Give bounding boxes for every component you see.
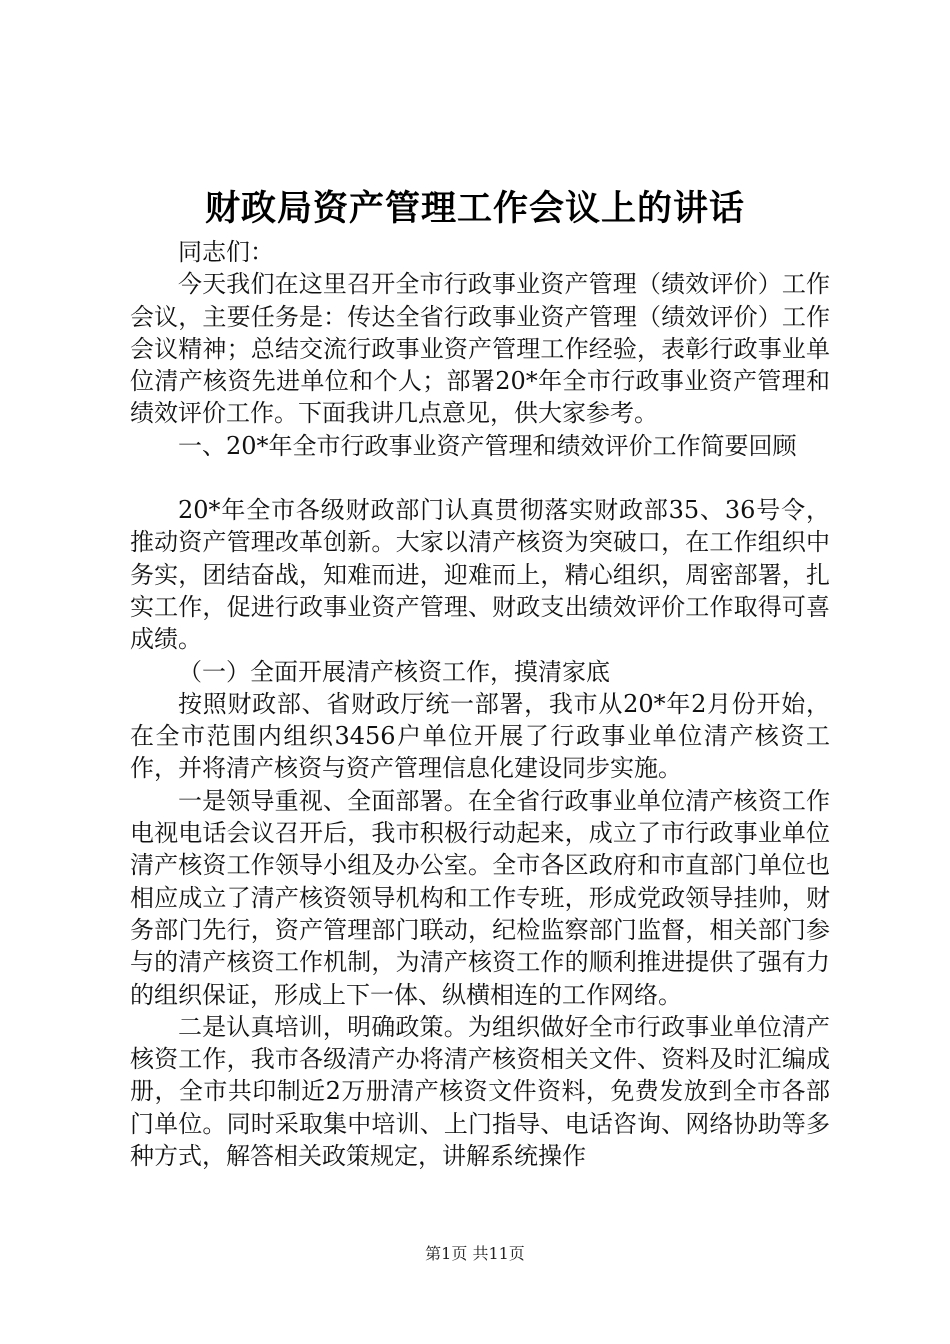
document-title: 财政局资产管理工作会议上的讲话 [204,188,745,229]
deployment-paragraph: 按照财政部、省财政厅统一部署，我市从20*年2月份开始，在全市范围内组织3456户单位开展了行政事业单位清产核资工作，并将清产核资与资产管理信息化建设同步实施。 [130,689,830,783]
training-paragraph: 二是认真培训，明确政策。为组织做好全市行政事业单位清产核资工作，我市各级清产办将清产核资相关文件、资料及时汇编成册，全市共印制近2万册清产核资文件资料，免费发放到全市各部门单位。同时采取集中培训、上门指导、电话咨询、网络协助等多种方式，解答相关政策规定，讲解系统操作 [130,1012,830,1171]
subsection-heading-1: （一）全面开展清产核资工作，摸清家底 [178,657,610,686]
page-number-footer: 第1页 共11页 [425,1244,525,1263]
intro-paragraph: 今天我们在这里召开全市行政事业资产管理（绩效评价）工作会议，主要任务是：传达全省行政事业资产管理（绩效评价）工作会议精神；总结交流行政事业资产管理工作经验，表彰行政事业单位清产核资先进单位和个人；部署20*年全市行政事业资产管理和绩效评价工作。下面我讲几点意见，供大家参考。 [130,270,830,428]
section-heading-1: 一、20*年全市行政事业资产管理和绩效评价工作简要回顾 [178,431,797,460]
salutation-paragraph: 同志们： [178,238,274,266]
document-body [130,236,830,1172]
leadership-paragraph: 一是领导重视、全面部署。在全省行政事业单位清产核资工作电视电话会议召开后，我市积极行动起来，成立了市行政事业单位清产核资工作领导小组及办公室。全市各区政府和市直部门单位也相应成立了清产核资领导机构和工作专班，形成党政领导挂帅，财务部门先行，资产管理部门联动，纪检监察部门监督，相关部门参与的清产核资工作机制，为清产核资工作的顺利推进提供了强有力的组织保证，形成上下一体、纵横相连的工作网络。 [130,786,830,1009]
review-paragraph: 20*年全市各级财政部门认真贯彻落实财政部35、36号令，推动资产管理改革创新。大家以清产核资为突破口，在工作组织中务实，团结奋战，知难而进，迎难而上，精心组织，周密部署，扎实工作，促进行政事业资产管理、财政支出绩效评价工作取得可喜成绩。 [130,496,830,654]
